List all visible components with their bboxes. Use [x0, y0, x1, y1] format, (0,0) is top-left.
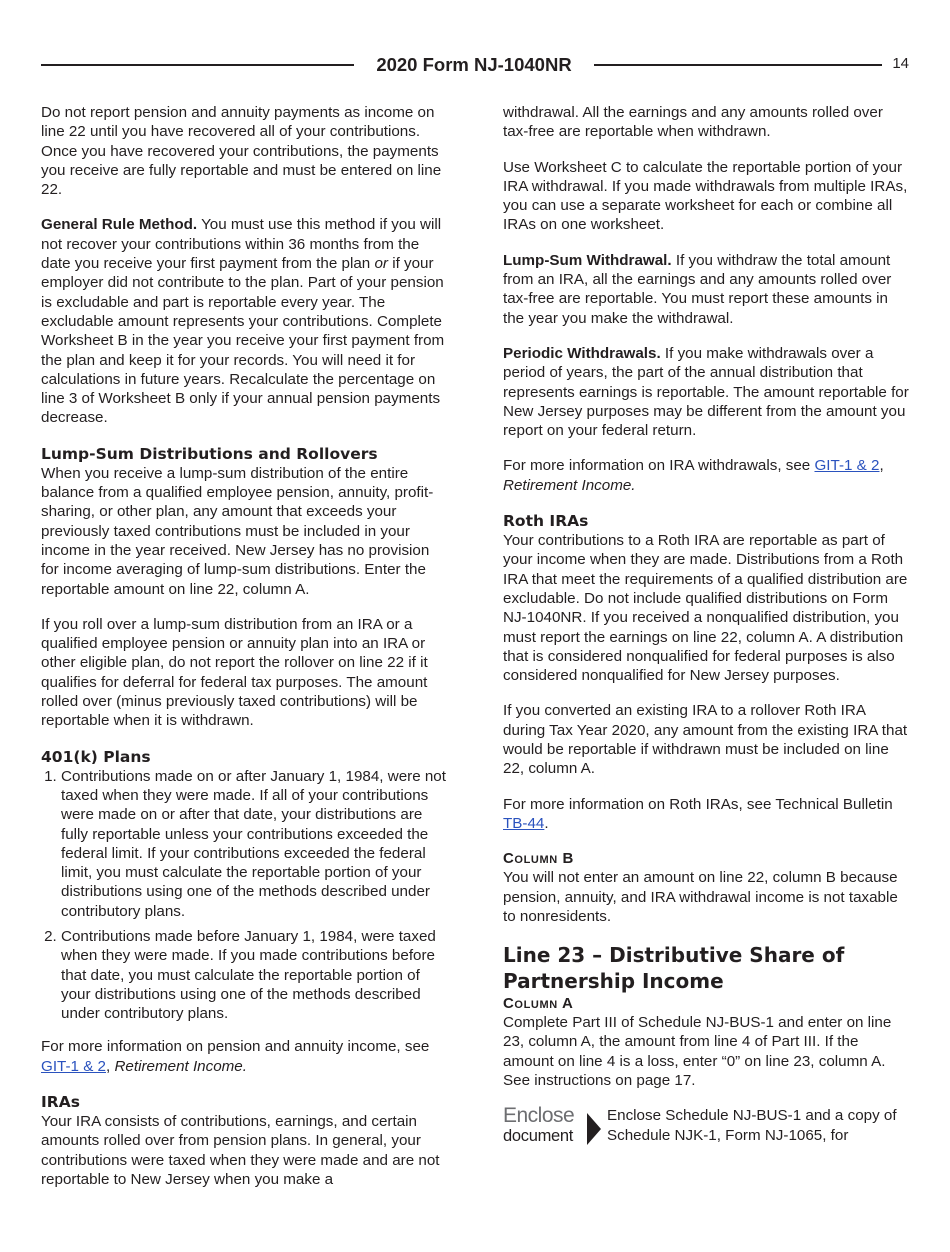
lump-sum-withdrawal-paragraph: [503, 251, 911, 328]
text-run: If you make withdrawals over a period of years, the part of the annual distribution that represents earnings is reportable. The amount reportable for New Jersey purposes may be different from the amount you report on your federal return.: [503, 344, 909, 440]
paragraph: [503, 795, 911, 834]
text-run: For more information on IRA withdrawals, see: [503, 457, 815, 475]
header-rule-right: [594, 64, 882, 66]
subheading-column-b: Column B: [503, 850, 574, 868]
tb44-link[interactable]: TB-44: [503, 814, 545, 832]
paragraph: You will not enter an amount on line 22, column B because pension, annuity, and IRA withdrawal income is not taxable to nonresidents.: [503, 869, 898, 925]
section-heading-roth-iras: Roth IRAs: [503, 512, 589, 531]
paragraph: withdrawal. All the earnings and any amounts rolled over tax-free are reportable when withdrawn.: [503, 104, 883, 141]
text-run-italic: or: [374, 255, 388, 273]
enclose-note: [503, 1106, 911, 1148]
text-run-italic: Retirement Income.: [503, 476, 636, 494]
paragraph: Do not report pension and annuity payments as income on line 22 until you have recovered all of your contributions. Once you have recovered your contributions, the payments you receive are fully reportable and must be entered on line 22.: [41, 104, 442, 199]
periodic-withdrawals-paragraph: [503, 344, 911, 440]
git-link[interactable]: GIT-1 & 2: [814, 457, 880, 475]
paragraph: [503, 456, 911, 495]
header-rule-left: [41, 64, 354, 66]
right-column: [503, 103, 911, 1148]
text-run: For more information on pension and annuity income, see: [41, 1038, 430, 1056]
text-run: ,: [879, 457, 884, 475]
form-title: 2020 Form NJ-1040NR: [376, 54, 572, 75]
paragraph: Your contributions to a Roth IRA are reportable as part of your income when they are made. Distributions from a Roth IRA that meet the requirements of a qualified distribution are excludable. Do not include qualified distributions on Form NJ-1040NR. If you received a nonqualified distribution, you must report the earnings on line 22, column A. A distribution that is considered nonqualified for federal purposes is also considered nonqualified for New Jersey purposes.: [503, 532, 908, 685]
paragraph: [41, 1037, 449, 1076]
paragraph: Your IRA consists of contributions, earnings, and certain amounts rolled over from pension plans. In general, your contributions were taxed when they were made and are not reportable to New Jersey when you make a: [41, 1113, 440, 1188]
paragraph: If you roll over a lump-sum distribution from an IRA or a qualified employee pension or annuity plan into an IRA or other eligible plan, do not report the rollover on line 22 if it qualifies for deferral for federal tax purposes. The amount rolled over (minus previously taxed contributions) will be reportable when it is withdrawn.: [41, 615, 428, 730]
paragraph: If you converted an existing IRA to a rollover Roth IRA during Tax Year 2020, any amount from the existing IRA that would be reportable if withdrawn must be included on line 22, column A.: [503, 702, 908, 778]
page-number: 14: [892, 55, 909, 72]
general-rule-paragraph: [41, 215, 449, 427]
enclose-document-icon: [503, 1104, 607, 1148]
text-run: If you withdraw the total amount from an IRA, all the earnings and any amounts rolled over tax-free are reportable. You must report these amounts in the year you make the withdrawal.: [503, 251, 892, 327]
text-run: ,: [106, 1057, 115, 1075]
paragraph: Complete Part III of Schedule NJ-BUS-1 and enter on line 23, column A, the amount from line 4 of Part III. If the amount on line 4 is a loss, enter “0” on line 23, column A. See instructions on page 17.: [503, 1014, 892, 1089]
left-column: [41, 103, 449, 1189]
git-link[interactable]: GIT-1 & 2: [41, 1057, 106, 1075]
text-run-italic: Retirement Income.: [114, 1057, 247, 1075]
list-item: 1. Contributions made on or after January 1, 1984, were not taxed when they were made. If all of your contributions were made on or after that date, your distributions are fully reportable unless your contributions exceeded the federal limit. If your contributions exceeded the federal limit, you must calculate the reportable portion of your distributions using one of the methods described under contributory plans.: [61, 767, 449, 921]
text-run: if your employer did not contribute to the plan. Part of your pension is excludable and part is reportable every year. The excludable amount represents your contributions. Complete Worksheet B in the year you receive your first payment from the plan and keep it for your records. You will need it for calculations in future years. Recalculate the percentage on line 3 of Worksheet B only if your annual pension payments decrease.: [41, 255, 445, 427]
enclose-icon-word: Enclose: [503, 1104, 575, 1128]
section-heading-iras: IRAs: [41, 1093, 80, 1112]
text-run: For more information on Roth IRAs, see Technical Bulletin: [503, 795, 893, 813]
text-run: You must use this method if you will not recover your contributions within 36 months from the date you receive your first payment from the plan: [41, 216, 442, 273]
page-header: [41, 52, 909, 78]
paragraph: When you receive a lump-sum distribution of the entire balance from a qualified employee pension, annuity, profit-sharing, or other plan, any amount that exceeds your previously taxed contributions must be included in your income in the year received. New Jersey has no provision for income averaging of lump-sum distributions. Enter the reportable amount on line 22, column A.: [41, 464, 434, 598]
numbered-list: [41, 767, 449, 1024]
section-heading-line-23: Line 23 – Distributive Share of Partnership Income: [503, 943, 845, 994]
section-heading-lump-sum: Lump-Sum Distributions and Rollovers: [41, 444, 378, 463]
subheading-column-a: Column A: [503, 995, 574, 1013]
section-heading-401k: 401(k) Plans: [41, 747, 151, 766]
text-run: .: [544, 814, 549, 832]
document-icon-word: document: [503, 1127, 574, 1146]
enclose-text: Enclose Schedule NJ-BUS-1 and a copy of Schedule NJK-1, Form NJ-1065, for: [607, 1107, 897, 1144]
arrow-icon: [587, 1113, 601, 1145]
paragraph: Use Worksheet C to calculate the reportable portion of your IRA withdrawal. If you made withdrawals from multiple IRAs, you can use a separate worksheet for each or combine all IRAs on one worksheet.: [503, 158, 908, 234]
run-in-heading: Lump-Sum Withdrawal.: [503, 251, 672, 269]
run-in-heading: General Rule Method.: [41, 216, 198, 234]
run-in-heading: Periodic Withdrawals.: [503, 344, 661, 362]
list-item: 2. Contributions made before January 1, 1984, were taxed when they were made. If you made contributions before that date, you must calculate the reportable portion of your distributions using one of the methods described under contributory plans.: [61, 927, 449, 1023]
